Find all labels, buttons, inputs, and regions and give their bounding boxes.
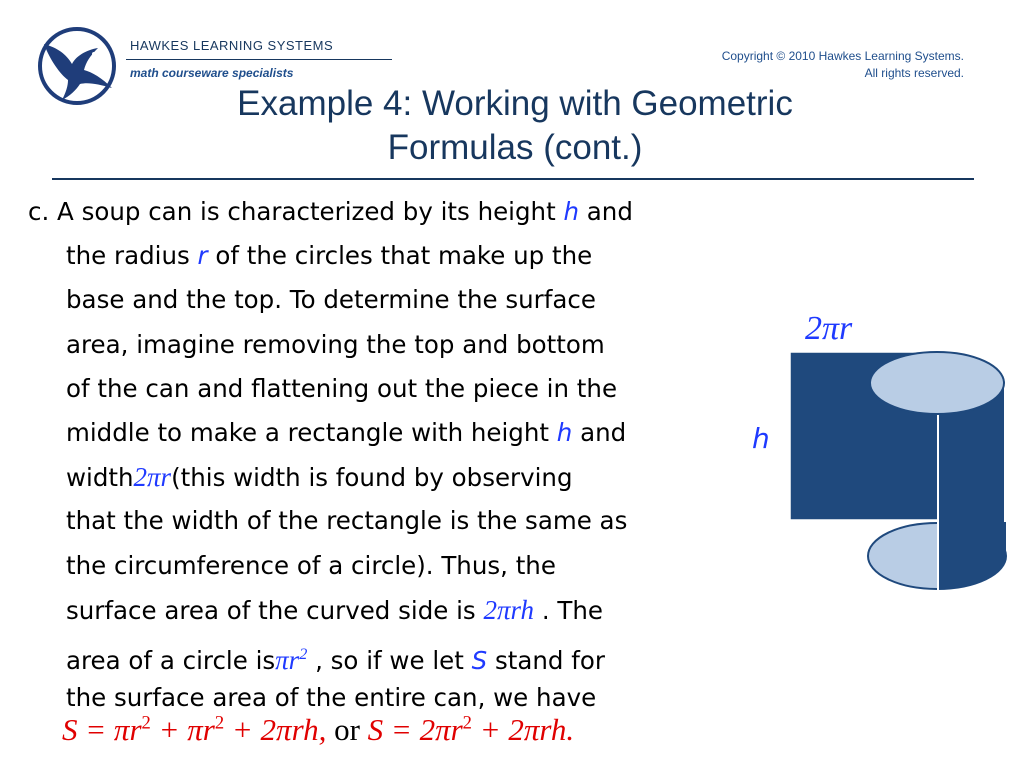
figure-height-label: h [752,422,770,455]
text-run: width [66,463,134,493]
text-run: , so if we let [307,645,472,675]
unrolled-cylinder-diagram [786,350,1012,595]
paragraph-line: base and the top. To determine the surface [66,285,596,315]
title-divider [52,178,974,180]
brand-tagline: math courseware specialists [130,66,294,80]
example-paragraph [28,190,768,720]
paragraph-line: that the width of the rectangle is the same as [66,506,628,536]
formula-term: S = πr [62,712,142,747]
variable-s: S [471,645,488,675]
text-run: middle to make a rectangle with height [66,417,557,447]
math-exponent: 2 [299,644,308,663]
eagle-logo-icon [36,26,118,106]
paragraph-line [28,632,768,676]
paragraph-line: the surface area of the entire can, we have [66,683,597,713]
paragraph-line: the circumference of a circle). Thus, the [66,550,556,580]
cylinder-top-ellipse [870,352,1004,414]
text-run: . The [534,595,603,625]
copyright-line-1: Copyright © 2010 Hawkes Learning Systems. [721,49,964,63]
copyright-line-2: All rights reserved. [864,66,964,80]
variable-h: h [556,417,573,447]
paragraph-line [28,411,768,455]
math-2pirh: 2πrh [483,594,535,625]
text-run: stand for [487,645,605,675]
formula-or: or [326,712,368,747]
figure-width-label: 2πr [805,310,853,347]
formula-exponent: 2 [141,712,151,734]
paragraph-line [28,455,768,499]
cylinder-bottom-front [938,522,1006,589]
math-pir-squared [275,645,307,675]
copyright-notice [722,48,964,82]
brand-divider [126,59,392,60]
math-base: πr [275,644,300,675]
formula-term: + 2πrh. [471,712,575,747]
slide-title-line-2: Formulas (cont.) [387,128,643,167]
brand-name: HAWKES LEARNING SYSTEMS [130,38,334,53]
formula-term: S = 2πr [367,712,463,747]
text-run: (this width is found by observing [171,463,573,493]
variable-r: r [197,241,208,271]
text-run: of the circles that make up the [207,241,593,271]
text-run: and [572,417,627,447]
slide-title [150,82,880,170]
text-run: the radius [66,241,198,271]
slide-title-line-1: Example 4: Working with Geometric [237,84,793,123]
text-run: and [579,197,633,226]
variable-h: h [563,197,579,226]
surface-area-formula [62,712,574,748]
text-run: surface area of the curved side is [66,595,484,625]
formula-exponent: 2 [462,712,472,734]
text-run: area of a circle is [66,645,276,675]
text-run: c. A soup can is characterized by its height [28,197,564,226]
paragraph-line: of the can and flattening out the piece in the [66,373,618,403]
paragraph-line: area, imagine removing the top and bottom [66,329,605,359]
math-2pir: 2πr [133,462,172,493]
paragraph-line [28,588,768,632]
formula-term: + πr [150,712,215,747]
paragraph-line [28,190,768,234]
paragraph-line [28,234,768,278]
formula-term: + 2πrh, [224,712,327,747]
formula-exponent: 2 [214,712,225,734]
